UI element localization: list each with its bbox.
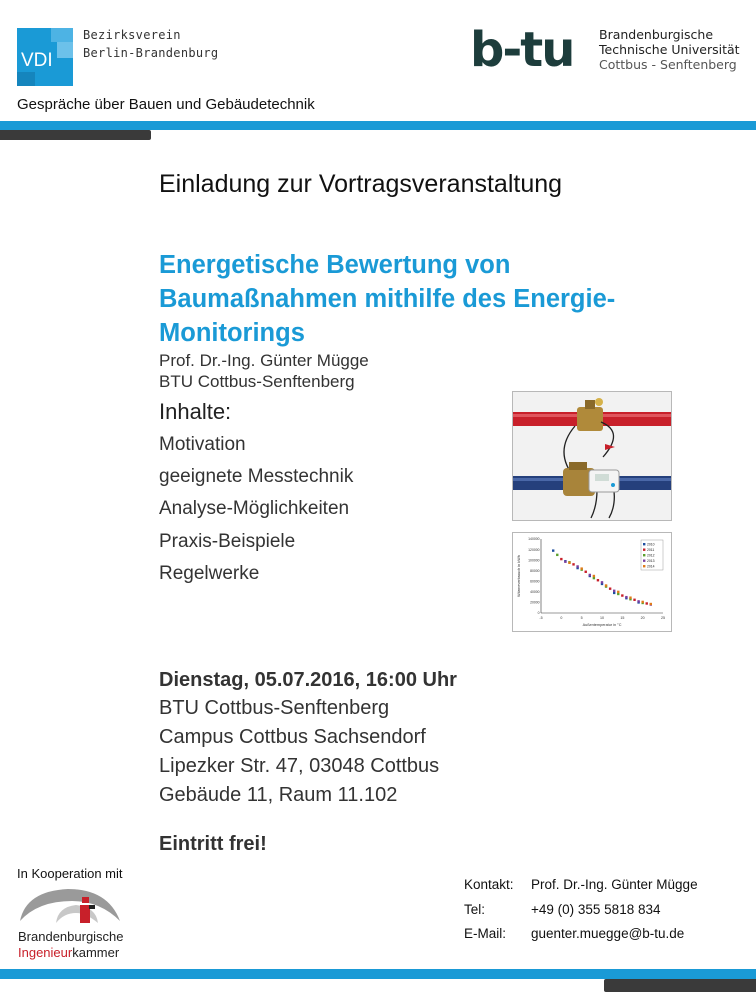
speaker-name: Prof. Dr.-Ing. Günter Mügge: [159, 351, 369, 370]
title-line-2: Baumaßnahmen mithilfe des Energie-: [159, 285, 616, 313]
data-point: [609, 587, 611, 589]
data-point: [613, 592, 615, 594]
contact-row: [464, 877, 698, 902]
btu-mark-text: b-tu: [470, 26, 574, 74]
legend-swatch: [643, 554, 645, 556]
topic-item: Regelwerke: [159, 562, 260, 584]
bottom-dark-bar: [604, 979, 756, 992]
topic-item: geeignete Messtechnik: [159, 466, 354, 488]
bottom-blue-band: [0, 969, 756, 979]
speaker-block: [159, 350, 369, 392]
contact-value: Prof. Dr.-Ing. Günter Mügge: [531, 877, 698, 892]
bik-line-1: Brandenburgische: [18, 929, 124, 944]
legend-swatch: [643, 543, 645, 545]
bik-line-2-dark: kammer: [72, 945, 120, 960]
x-tick-label: 25: [661, 616, 665, 620]
y-tick-label: 20000: [530, 600, 540, 605]
data-point: [589, 574, 591, 576]
data-point: [572, 563, 574, 565]
data-point: [576, 565, 578, 567]
data-point: [637, 600, 639, 602]
data-point: [613, 590, 615, 592]
legend-swatch: [643, 565, 645, 567]
contact-key: Kontakt:: [464, 877, 514, 892]
data-point: [629, 596, 631, 598]
btu-university-name: [599, 27, 740, 72]
data-point: [617, 591, 619, 593]
x-axis-label: Außentemperatur in °C: [582, 623, 622, 627]
topic-item: Praxis-Beispiele: [159, 530, 296, 552]
series-title: Gespräche über Bauen und Gebäudetechnik: [17, 96, 315, 113]
location-line-3: Lipezker Str. 47, 03048 Cottbus: [159, 755, 440, 777]
contact-row: [464, 902, 698, 927]
data-point: [650, 603, 652, 605]
email-link[interactable]: guenter.muegge@b-tu.de: [531, 926, 685, 941]
y-tick-label: 140000: [528, 537, 540, 542]
data-point: [593, 575, 595, 577]
data-point: [641, 601, 643, 603]
location-line-4: Gebäude 11, Raum 11.102: [159, 784, 398, 806]
x-tick-label: 10: [600, 616, 604, 620]
contact-block: [464, 877, 698, 951]
x-tick-label: -5: [539, 616, 543, 620]
btu-line-3: Cottbus - Senftenberg: [599, 57, 737, 72]
legend-label: 2014: [647, 564, 655, 569]
data-point: [601, 581, 603, 583]
lecture-title: [159, 248, 679, 350]
bik-line-2: [18, 945, 120, 960]
location-line-1: BTU Cottbus-Senftenberg: [159, 697, 390, 719]
y-axis-label: Wärmeverbrauch in kWh: [517, 555, 521, 597]
topic-item: Analyse-Möglichkeiten: [159, 498, 350, 520]
cooperation-label: In Kooperation mit: [17, 866, 123, 881]
x-tick-label: 5: [580, 616, 583, 620]
x-tick-label: 0: [560, 616, 563, 620]
data-point: [580, 567, 582, 569]
data-point: [605, 584, 607, 586]
vdi-mark-text: VDI: [21, 50, 53, 71]
data-point: [625, 596, 627, 598]
btu-logo-mark: [470, 26, 584, 74]
ingenieurkammer-logo: [16, 885, 128, 961]
data-point: [617, 593, 619, 595]
topic-item: Motivation: [159, 434, 246, 455]
heat-meter-photo: [512, 391, 672, 521]
speaker-affiliation: BTU Cottbus-Senftenberg: [159, 372, 355, 391]
legend-label: 2011: [647, 547, 655, 552]
phone-value[interactable]: +49 (0) 355 5818 834: [531, 901, 661, 917]
y-tick-label: 40000: [530, 590, 540, 595]
y-tick-label: 60000: [530, 579, 540, 584]
vdi-line-1: Bezirksverein: [83, 28, 181, 42]
vdi-association-name: [83, 26, 218, 62]
legend-swatch: [643, 549, 645, 551]
topic-list: [159, 432, 353, 593]
event-location: [159, 696, 439, 812]
y-tick-label: 80000: [530, 568, 540, 573]
top-blue-band: [0, 121, 756, 130]
event-date: Dienstag, 05.07.2016, 16:00 Uhr: [159, 669, 457, 691]
data-point: [560, 558, 562, 560]
title-line-1: Energetische Bewertung von: [159, 251, 511, 279]
vdi-logo: [17, 28, 73, 86]
y-tick-label: 100000: [528, 558, 540, 563]
legend-swatch: [643, 560, 645, 562]
contact-row: [464, 926, 698, 951]
legend-label: 2010: [647, 542, 655, 547]
x-tick-label: 20: [640, 616, 645, 620]
contents-heading: Inhalte:: [159, 399, 232, 424]
data-point: [597, 579, 599, 581]
data-point: [564, 561, 566, 563]
x-tick-label: 15: [620, 616, 625, 620]
contact-key: Tel:: [464, 901, 486, 917]
data-point: [556, 554, 558, 556]
top-dark-bar: [0, 130, 151, 140]
btu-line-2: Technische Universität: [599, 42, 740, 57]
data-point: [568, 562, 570, 564]
legend-label: 2013: [647, 558, 655, 563]
data-point: [552, 549, 554, 551]
data-point: [593, 577, 595, 579]
contact-key: E-Mail:: [464, 926, 507, 941]
temperature-consumption-chart: [512, 532, 672, 632]
invitation-heading: Einladung zur Vortragsveranstaltung: [159, 170, 563, 198]
data-point: [646, 602, 648, 604]
legend-label: 2012: [647, 553, 655, 558]
btu-line-1: Brandenburgische: [599, 27, 714, 42]
bik-line-2-red: Ingenieur: [18, 945, 73, 960]
location-line-2: Campus Cottbus Sachsendorf: [159, 726, 426, 748]
free-entry-note: Eintritt frei!: [159, 833, 267, 855]
y-tick-label: 0: [537, 611, 540, 616]
data-point: [621, 594, 623, 596]
y-tick-label: 120000: [528, 547, 540, 552]
vdi-line-2: Berlin-Brandenburg: [83, 46, 219, 60]
data-point: [633, 599, 635, 601]
title-line-3: Monitorings: [159, 319, 305, 347]
data-point: [585, 571, 587, 573]
